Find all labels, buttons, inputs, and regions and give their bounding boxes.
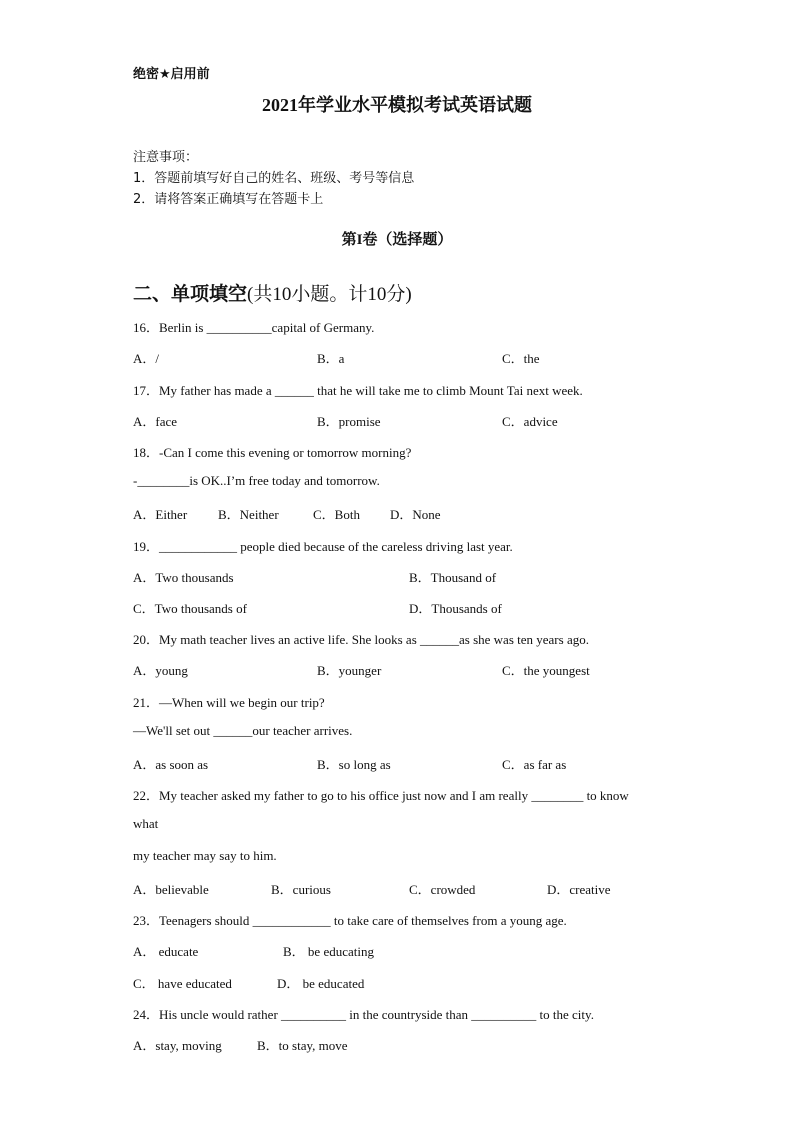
question-stem: 16．Berlin is __________capital of Germany. (133, 320, 375, 335)
answer-option: A．young (133, 663, 188, 678)
answer-option: B．promise (317, 414, 381, 429)
answer-option: A．face (133, 414, 178, 429)
answer-option: C． have educated (133, 976, 232, 991)
answer-option: A． educate (133, 944, 199, 959)
answer-option: B．younger (317, 663, 382, 678)
answer-option: C．the (502, 351, 540, 366)
answer-option: C．advice (502, 414, 558, 429)
note-item: 1．答题前填写好自己的姓名、班级、考号等信息 (133, 171, 415, 186)
question-stem: 17．My father has made a ______ that he will take me to climb Mount Tai next week. (133, 383, 583, 398)
question-stem: my teacher may say to him. (133, 848, 277, 863)
confidential-mark: 绝密★启用前 (133, 67, 210, 82)
answer-option: B．Thousand of (409, 570, 497, 585)
answer-option: B．curious (271, 882, 331, 897)
answer-option: C．the youngest (502, 663, 590, 678)
answer-option: D．Thousands of (409, 601, 502, 616)
question-stem: 23．Teenagers should ____________ to take care of themselves from a young age. (133, 913, 567, 928)
answer-option: C．as far as (502, 757, 567, 772)
question-stem: 24．His uncle would rather __________ in the countryside than __________ to the city. (133, 1007, 594, 1022)
question-stem: 21．—When will we begin our trip? (133, 695, 325, 710)
answer-option: B．Neither (218, 507, 279, 522)
answer-option: B．to stay, move (257, 1038, 348, 1053)
answer-option: A．believable (133, 882, 209, 897)
section-title-bold: 二、单项填空 (133, 283, 248, 305)
section-title-rest: (共10小题。计10分) (247, 284, 412, 305)
part-title: 第I卷（选择题） (341, 232, 453, 248)
question-stem: what (133, 816, 159, 831)
answer-option: B．so long as (317, 757, 391, 772)
question-stem: 18．-Can I come this evening or tomorrow morning? (133, 445, 412, 460)
answer-option: C．crowded (409, 882, 476, 897)
question-stem: 20．My math teacher lives an active life. She looks as ______as she was ten years ago. (133, 632, 589, 647)
answer-option: C．Both (313, 507, 360, 522)
question-stem: -________is OK..I’m free today and tomorrow. (133, 473, 380, 488)
note-item: 2．请将答案正确填写在答题卡上 (133, 192, 324, 207)
exam-title: 2021年学业水平模拟考试英语试题 (262, 95, 532, 115)
answer-option: A．Either (133, 507, 188, 522)
answer-option: C．Two thousands of (133, 601, 247, 616)
answer-option: D．creative (547, 882, 611, 897)
answer-option: B．a (317, 351, 345, 366)
answer-option: A．/ (133, 351, 160, 366)
question-stem: 19．____________ people died because of the careless driving last year. (133, 539, 513, 554)
answer-option: A．as soon as (133, 757, 209, 772)
answer-option: D．None (390, 507, 441, 522)
question-stem: 22．My teacher asked my father to go to his office just now and I am really ________ to know (133, 788, 629, 803)
answer-option: A．stay, moving (133, 1038, 222, 1053)
notes-heading: 注意事项： (133, 150, 199, 165)
section-heading (133, 279, 412, 306)
answer-option: D． be educated (277, 976, 365, 991)
answer-option: B． be educating (283, 944, 374, 959)
question-stem: —We'll set out ______our teacher arrives. (133, 723, 353, 738)
answer-option: A．Two thousands (133, 570, 234, 585)
